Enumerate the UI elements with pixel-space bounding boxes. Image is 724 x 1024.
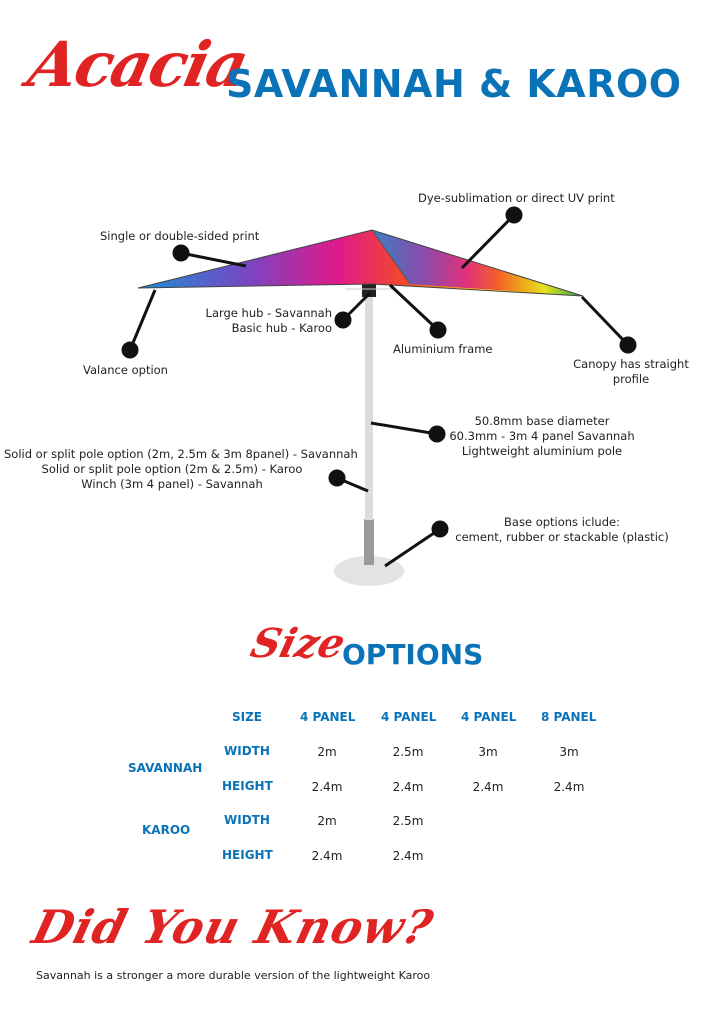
callout-profile-line2: profile	[612, 372, 650, 386]
callout-base-line1: Base options iclude:	[504, 515, 620, 529]
did-you-know-title: Did You Know?	[27, 900, 439, 954]
callout-hub	[190, 306, 332, 336]
callout-hub-line2: Basic hub - Karoo	[231, 321, 332, 335]
table-cell: 2m	[317, 814, 337, 828]
callout-diameter-line2: 60.3mm - 3m 4 panel Savannah	[449, 429, 635, 443]
table-header-col1: 4 PANEL	[300, 710, 356, 724]
table-cell: 3m	[559, 745, 579, 759]
row-savannah-height-label: HEIGHT	[222, 779, 273, 793]
table-cell: 2m	[317, 745, 337, 759]
did-you-know-text: Savannah is a stronger a more durable version of the lightweight Karoo	[36, 969, 431, 982]
size-script-title: Size	[246, 620, 351, 667]
table-header-col3: 4 PANEL	[461, 710, 517, 724]
callout-frame: Aluminium frame	[393, 342, 493, 356]
table-cell: 2.5m	[392, 814, 424, 828]
table-header-size: SIZE	[232, 710, 263, 724]
table-header-col4: 8 PANEL	[541, 710, 597, 724]
brand-logo: Acacia	[22, 28, 254, 101]
callout-print-type: Dye-sublimation or direct UV print	[418, 191, 615, 205]
callout-diameter-line3: Lightweight aluminium pole	[461, 444, 623, 458]
group-karoo-label: KAROO	[142, 823, 191, 837]
callout-base	[451, 515, 673, 545]
callout-pole-line3: Winch (3m 4 panel) - Savannah	[81, 477, 263, 491]
callout-hub-line1: Large hub - Savannah	[205, 306, 332, 320]
table-cell: 2.4m	[392, 780, 424, 794]
callout-profile-line1: Canopy has straight	[573, 357, 689, 371]
callout-valance: Valance option	[83, 363, 168, 377]
row-karoo-width-label: WIDTH	[224, 813, 270, 827]
group-savannah-label: SAVANNAH	[128, 761, 203, 775]
size-options-title: OPTIONS	[342, 638, 484, 671]
row-savannah-width-label: WIDTH	[224, 744, 270, 758]
page-title: SAVANNAH & KAROO	[226, 62, 682, 106]
callout-profile	[565, 357, 697, 387]
callout-pole-line2: Solid or split pole option (2m & 2.5m) - Karoo	[41, 462, 303, 476]
callout-base-line2: cement, rubber or stackable (plastic)	[455, 530, 669, 544]
callout-diameter	[446, 414, 638, 459]
table-header-col2: 4 PANEL	[381, 710, 437, 724]
table-cell: 2.4m	[311, 849, 343, 863]
table-cell: 2.5m	[392, 745, 424, 759]
base-sleeve	[364, 519, 374, 565]
table-cell: 2.4m	[311, 780, 343, 794]
pole	[365, 292, 373, 520]
table-cell: 2.4m	[392, 849, 424, 863]
table-cell: 2.4m	[553, 780, 585, 794]
callout-pole	[4, 447, 358, 492]
table-cell: 2.4m	[472, 780, 504, 794]
callout-pole-line1: Solid or split pole option (2m, 2.5m & 3m 8panel) - Savannah	[4, 447, 358, 461]
table-cell: 3m	[478, 745, 498, 759]
row-karoo-height-label: HEIGHT	[222, 848, 273, 862]
callout-diameter-line1: 50.8mm base diameter	[474, 414, 610, 428]
callout-print-sides: Single or double-sided print	[100, 229, 260, 243]
